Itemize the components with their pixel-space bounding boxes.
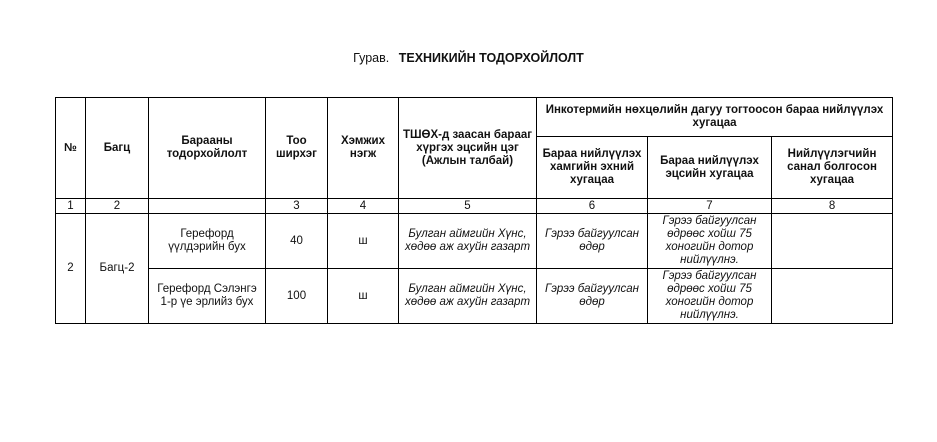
row-final: Гэрээ байгуулсан өдрөөс хойш 75 хоногийн дотор нийлүүлнэ.: [648, 269, 772, 324]
row-offer: [772, 214, 893, 269]
column-number: 4: [328, 199, 399, 214]
column-number: 5: [399, 199, 537, 214]
column-number-row: [56, 199, 893, 214]
header-lot: Багц: [86, 98, 149, 199]
row-earliest: Гэрээ байгуулсан өдөр: [537, 269, 648, 324]
table-row: [56, 269, 893, 324]
table-row: [56, 214, 893, 269]
row-unit: ш: [328, 269, 399, 324]
column-number: 1: [56, 199, 86, 214]
header-earliest-delivery: Бараа нийлүүлэх хамгийн эхний хугацаа: [537, 137, 648, 199]
column-number: 3: [266, 199, 328, 214]
row-description: Герефорд үүлдэрийн бух: [149, 214, 266, 269]
row-lot: Багц-2: [86, 214, 149, 324]
technical-spec-table: [55, 97, 893, 324]
row-unit: ш: [328, 214, 399, 269]
row-no: 2: [56, 214, 86, 324]
section-lead: Гурав.: [353, 51, 390, 65]
column-number: 8: [772, 199, 893, 214]
column-number: [149, 199, 266, 214]
header-destination: ТШӨХ-д заасан барааг хүргэх эцсийн цэг (Ажлын талбай): [399, 98, 537, 199]
header-final-delivery: Бараа нийлүүлэх эцсийн хугацаа: [648, 137, 772, 199]
header-description: Барааны тодорхойлолт: [149, 98, 266, 199]
row-offer: [772, 269, 893, 324]
section-title-text: ТЕХНИКИЙН ТОДОРХОЙЛОЛТ: [398, 51, 584, 65]
column-number: 7: [648, 199, 772, 214]
row-quantity: 100: [266, 269, 328, 324]
header-incoterms-group: Инкотермийн нөхцөлийн дагуу тогтоосон бараа нийлүүлэх хугацаа: [537, 98, 893, 137]
header-quantity: Тоо ширхэг: [266, 98, 328, 199]
header-supplier-offer: Нийлүүлэгчийн санал болгосон хугацаа: [772, 137, 893, 199]
row-final: Гэрээ байгуулсан өдрөөс хойш 75 хоногийн дотор нийлүүлнэ.: [648, 214, 772, 269]
header-row-1: [56, 98, 893, 137]
column-number: 2: [86, 199, 149, 214]
row-destination: Булган аймгийн Хүнс, хөдөө аж ахуйн газарт: [399, 269, 537, 324]
row-quantity: 40: [266, 214, 328, 269]
row-earliest: Гэрээ байгуулсан өдөр: [537, 214, 648, 269]
row-destination: Булган аймгийн Хүнс, хөдөө аж ахуйн газарт: [399, 214, 537, 269]
section-title: [0, 51, 937, 65]
header-no: №: [56, 98, 86, 199]
row-description: Герефорд Сэлэнгэ 1-р үе эрлийз бух: [149, 269, 266, 324]
header-unit: Хэмжих нэгж: [328, 98, 399, 199]
column-number: 6: [537, 199, 648, 214]
